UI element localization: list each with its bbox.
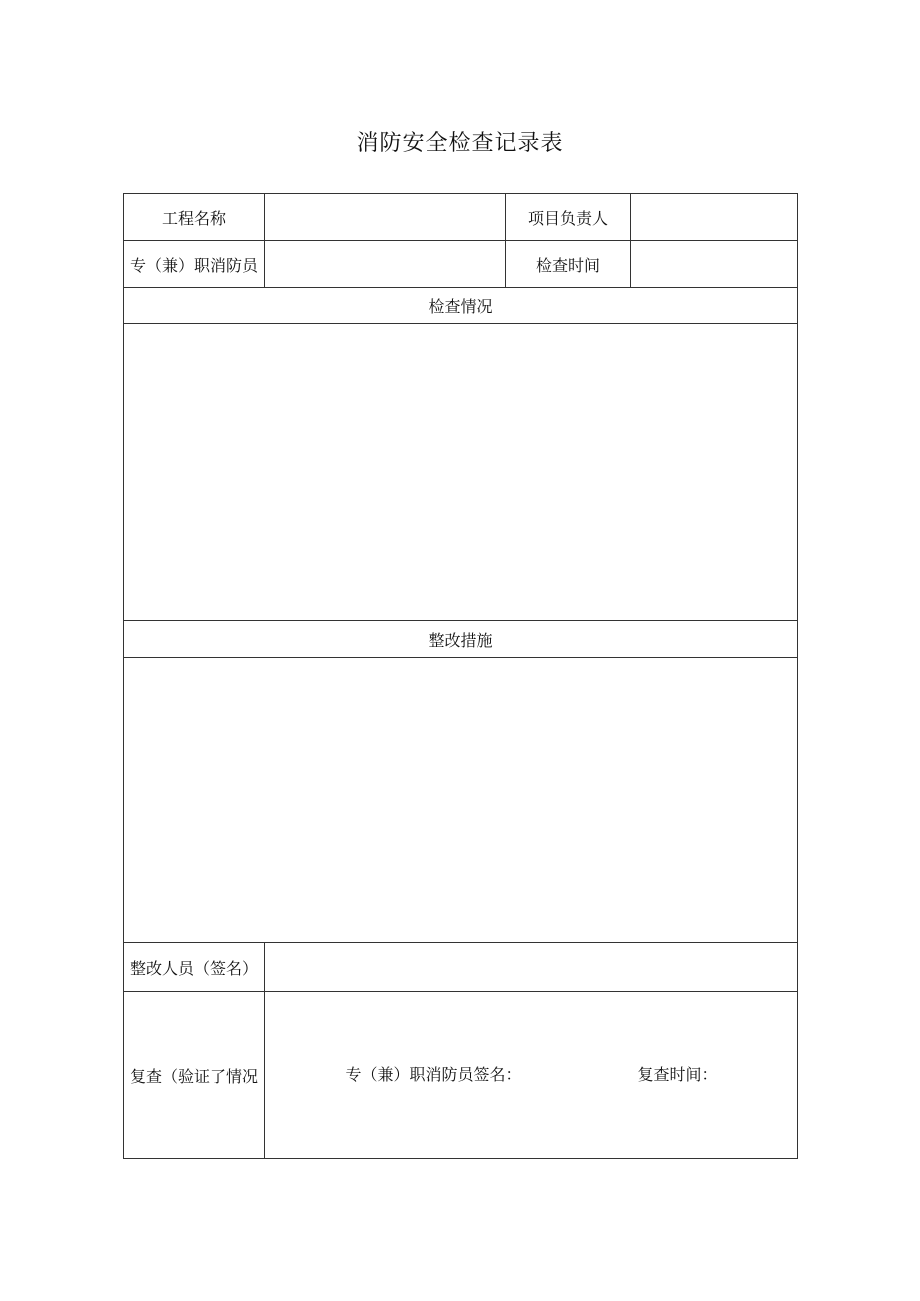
page-title: 消防安全检查记录表 — [356, 131, 564, 156]
recheck-officer-signature-label: 专（兼）职消防员签名： — [345, 1064, 522, 1084]
project-leader-field[interactable] — [631, 194, 798, 241]
row-recheck — [124, 992, 798, 1159]
row-project — [124, 194, 798, 241]
fire-officer-label: 专（兼）职消防员 — [124, 241, 265, 288]
inspection-time-field[interactable] — [631, 241, 798, 288]
row-inspection-header — [124, 288, 798, 324]
rectification-header: 整改措施 — [124, 621, 798, 658]
recheck-field[interactable] — [265, 992, 798, 1159]
recheck-label: 复查（验证了情况 — [124, 992, 265, 1159]
row-officer — [124, 241, 798, 288]
inspection-time-label: 检查时间 — [506, 241, 631, 288]
project-name-field[interactable] — [265, 194, 506, 241]
recheck-time-label: 复查时间： — [637, 1064, 718, 1084]
row-rectifier — [124, 943, 798, 992]
inspection-status-field[interactable] — [124, 324, 798, 621]
project-name-label: 工程名称 — [124, 194, 265, 241]
inspection-form-table — [123, 193, 798, 1159]
row-inspection-body — [124, 324, 798, 621]
rectifier-label: 整改人员（签名） — [124, 943, 265, 992]
rectifier-signature-field[interactable] — [265, 943, 798, 992]
project-leader-label: 项目负责人 — [506, 194, 631, 241]
fire-officer-field[interactable] — [265, 241, 506, 288]
rectification-field[interactable] — [124, 658, 798, 943]
recheck-signature-line — [265, 1065, 797, 1086]
row-rectification-header — [124, 621, 798, 658]
inspection-status-header: 检查情况 — [124, 288, 798, 324]
row-rectification-body — [124, 658, 798, 943]
